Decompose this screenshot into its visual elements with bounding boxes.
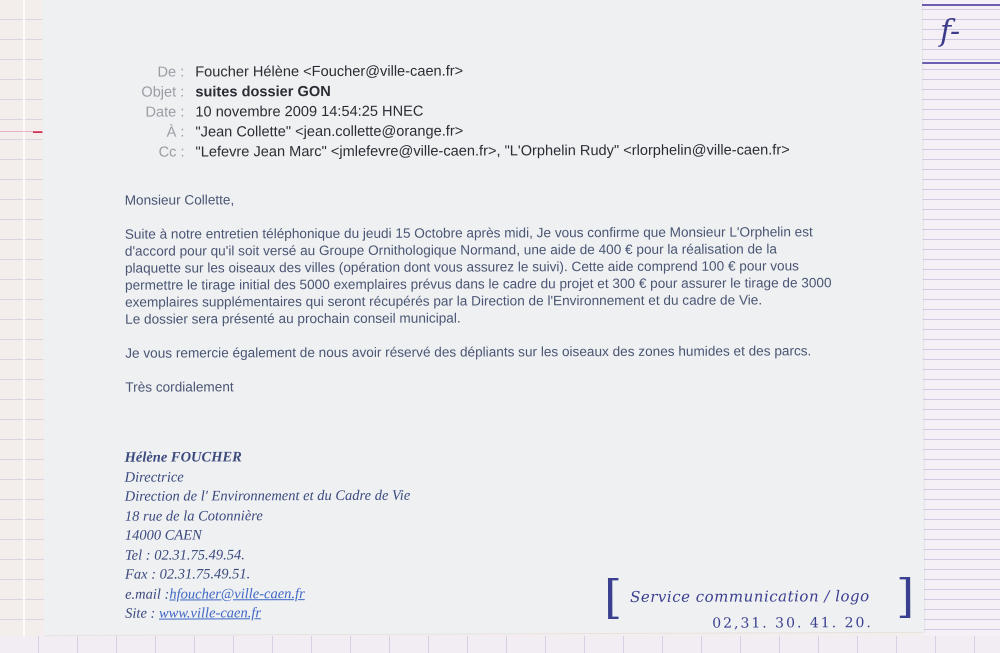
closing: Très cordialement: [125, 379, 234, 395]
bracket-left: [: [603, 569, 623, 625]
handwritten-phone: 02,31. 30. 41. 20.: [712, 615, 873, 632]
handwritten-annotation: [603, 568, 915, 636]
header-value-to: "Jean Collette" <jean.collette@orange.fr>: [195, 123, 464, 141]
body-line: d'accord pour qu'il soit versé au Groupe Ornithologique Normand, une aide de 400 € pour la réalisation de la: [124, 241, 777, 259]
header-label: Date :: [145, 104, 185, 121]
header-label: De :: [157, 64, 185, 81]
header-value-subject: suites dossier GON: [195, 83, 331, 101]
signature-fax: Fax : 02.31.75.49.51.: [124, 566, 251, 583]
signature-site-label: Site :: [125, 605, 159, 622]
signature-title: Directrice: [124, 469, 184, 486]
bracket-right: ]: [896, 568, 915, 624]
body-line: exemplaires supplémentaires qui seront récupérés par la Direction de l'Environnement et du cadre de Vie.: [125, 292, 763, 310]
header-date: [102, 100, 789, 122]
signature-department: Direction de l' Environnement et du Cadre de Vie: [124, 487, 411, 505]
email-headers: [102, 60, 790, 162]
bottom-grid-paper: [0, 636, 1000, 653]
email-signature: [125, 448, 411, 624]
header-label: Cc :: [158, 144, 185, 161]
signature-tel: Tel : 02.31.75.49.54.: [124, 546, 245, 564]
signature-city: 14000 CAEN: [124, 527, 202, 544]
handwritten-corner-mark: f-: [940, 14, 961, 49]
body-paragraph-thanks: Je vous remercie également de nous avoir réservé des dépliants sur les oiseaux des zones humides et des parcs.: [125, 343, 812, 361]
paper-margin-line: [23, 0, 25, 653]
body-line: plaquette sur les oiseaux des villes (opération dont vous assurez le suivi). Cette aide comprend 100 € pour vous: [124, 258, 799, 276]
purple-rule-line: [922, 62, 1000, 64]
body-line: Le dossier sera présenté au prochain conseil municipal.: [125, 310, 461, 327]
header-value-date: 10 novembre 2009 14:54:25 HNEC: [195, 103, 424, 121]
signature-name: Hélène FOUCHER: [124, 449, 242, 466]
signature-site-link[interactable]: www.ville-caen.fr: [158, 605, 262, 622]
salutation: Monsieur Collette,: [124, 192, 235, 208]
email-body: [125, 189, 946, 396]
signature-site-row: [125, 604, 411, 624]
body-line: permettre le tirage initial des 5000 exemplaires prévus dans le cadre du projet et 300 € pour assurer le tirage de 3000: [124, 275, 832, 293]
body-line: Suite à notre entretien téléphonique du jeudi 15 Octobre après midi, Je vous confirme que Monsieur L'Orphelin est: [124, 224, 813, 242]
header-value-cc: "Lefevre Jean Marc" <jmlefevre@ville-caen.fr>, "L'Orphelin Rudy" <rlorphelin@ville-caen.fr>: [195, 142, 790, 161]
printed-email-sheet: [42, 0, 924, 635]
signature-email-link[interactable]: hfoucher@ville-caen.fr: [169, 585, 305, 603]
signature-email-label: e.mail :: [125, 586, 170, 603]
header-to: [102, 120, 789, 142]
header-from: [102, 60, 789, 82]
header-value-from: Foucher Hélène <Foucher@ville-caen.fr>: [195, 63, 464, 81]
header-label: À :: [166, 124, 185, 141]
signature-address: 18 rue de la Cotonnière: [124, 507, 263, 525]
header-label: Objet :: [141, 84, 185, 101]
purple-rule-line: [922, 4, 1000, 6]
header-subject: [102, 80, 789, 102]
signature-email-row: [125, 584, 411, 604]
header-cc: [102, 140, 789, 162]
handwritten-note: Service communication / logo: [630, 587, 870, 606]
